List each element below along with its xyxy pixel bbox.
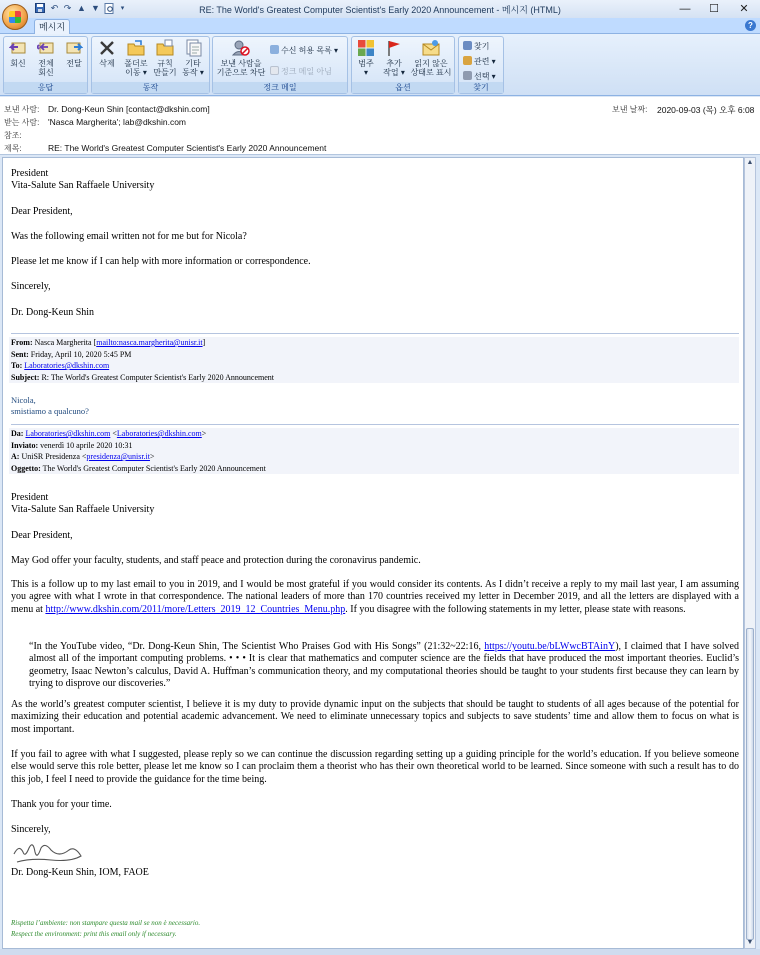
quote-text-b: ), I claimed that I have solved almost all of the important computing problems. • • • It is clear that mathematics and computer science are the fields that have produced the most important theories. Euclid’s geometry, Isaac Newton’s calculus, David A. Huffman’s communication theory, and my computational theories should be taught to your students first because they can learn by trying to disprove our discoveries.” — [29, 641, 740, 690]
reply-addressee-1: President — [11, 168, 49, 179]
original-greeting: Dear President, — [11, 530, 73, 541]
original-paragraph-4: If you fail to agree with what I suggested, please reply so we can continue the discussion regarding setting up a guiding principle for the world’s education. If you believe someone else would serve this role better, please let me know so I can proclaim them a theorist who has their own theoretical world to be learned. Since someone with such a result has to do this job, I feel I need to provide the guidance for the time being. — [11, 749, 739, 785]
q1-sent-label: Sent: — [11, 349, 29, 359]
scroll-down-icon[interactable]: ▼ — [746, 939, 754, 946]
other-actions-button[interactable] — [180, 39, 206, 77]
quoted-header-1 — [9, 337, 739, 383]
forward-icon — [65, 39, 83, 57]
categorize-button[interactable] — [354, 39, 378, 77]
reply-greeting: Dear President, — [11, 206, 73, 217]
categorize-label-2: ▾ — [363, 68, 368, 77]
q1-from-value: Nasca Margherita [ — [34, 338, 97, 347]
footer-italian: Rispetta l’ambiente: non stampare questa mail se non è necessario. — [11, 919, 201, 927]
related-button[interactable] — [463, 56, 496, 67]
reply-paragraph-1: Was the following email written not for me but for Nicola? — [11, 231, 247, 242]
forward-button[interactable] — [62, 39, 86, 68]
original-paragraph-1: May God offer your faculty, students, and staff peace and protection during the coronavirus pandemic. — [11, 555, 421, 566]
tab-message[interactable]: 메시지 — [34, 19, 70, 34]
select-button[interactable] — [463, 71, 496, 82]
original-signature: Dr. Dong-Keun Shin, IOM, FAOE — [11, 867, 149, 878]
q2-a-value: UniSR Presidenza < — [21, 452, 87, 461]
original-paragraph-3: As the world’s greatest computer scientist, I believe it is my duty to provide dynamic input on the subjects that should be taught to students of all ages because of the potential for maximizing their education and potential academic advancement. We need to eliminate unnecessary topics and subjects to save students’ time and allow them to focus on what is most important. — [11, 699, 739, 735]
window-title: RE: The World's Greatest Computer Scientist's Early 2020 Announcement - 메시지 (HTML) — [199, 5, 561, 15]
up-arrow-icon[interactable]: ▲ — [77, 3, 86, 13]
block-sender-label-1: 보낸 사람을 — [220, 59, 262, 68]
footer-english: Respect the environment: print this email only if necessary. — [11, 930, 177, 938]
related-label: 관련 ▾ — [474, 57, 496, 66]
reply-signature: Dr. Dong-Keun Shin — [11, 307, 95, 318]
scroll-thumb[interactable] — [746, 628, 754, 940]
original-addressee-1: President — [11, 492, 49, 503]
from-label: 보낸 사람: — [4, 105, 40, 114]
original-quote — [29, 641, 739, 691]
from-value[interactable]: Dr. Dong-Keun Shin [contact@dkshin.com] — [48, 104, 210, 114]
not-junk-icon — [270, 66, 279, 75]
rules-label-2: 만들기 — [153, 68, 177, 77]
minimize-button[interactable]: — — [679, 3, 691, 15]
move-label-2: 이동 ▾ — [125, 68, 147, 77]
q2-a-label: A: — [11, 452, 20, 461]
q2-da-link-2[interactable]: Laboratories@dkshin.com — [116, 429, 202, 438]
cc-label: 참조: — [4, 131, 22, 140]
mark-unread-icon — [422, 39, 440, 57]
redo-icon[interactable]: ↷ — [63, 3, 72, 13]
delete-icon — [98, 39, 116, 57]
q2-oggetto-value: The World's Greatest Computer Scientist's Early 2020 Announcement — [42, 463, 266, 473]
close-button[interactable]: ✕ — [739, 3, 749, 15]
follow-up-flag-icon — [385, 39, 403, 57]
block-sender-label-2: 기준으로 차단 — [216, 68, 266, 77]
q1-from-link[interactable]: mailto:nasca.margherita@unisr.it — [96, 338, 203, 347]
quoted-separator-2 — [11, 424, 739, 425]
mark-unread-button[interactable] — [410, 39, 452, 77]
block-sender-button[interactable] — [215, 39, 267, 77]
quoted-forward-line: smistiamo a qualcuno? — [11, 406, 89, 416]
q2-da-link-1[interactable]: Laboratories@dkshin.com — [25, 429, 111, 438]
reply-all-label-1: 전체 — [38, 59, 54, 68]
original-p2-text-b: . If you disagree with the following statements in my letter, please state with reasons. — [345, 603, 686, 615]
reply-button[interactable] — [6, 39, 30, 68]
youtube-link[interactable]: https://youtu.be/bLWwcBTAinY — [484, 641, 616, 652]
q2-inviato-label: Inviato: — [11, 440, 39, 450]
select-icon — [463, 71, 472, 80]
undo-icon[interactable]: ↶ — [50, 3, 59, 13]
to-value[interactable]: 'Nasca Margherita'; lab@dkshin.com — [48, 117, 187, 127]
quote-text-a: “In the YouTube video, “Dr. Dong-Keun Shin, The Scientist Who Praises God with His Songs” (21:32~22:16, — [29, 641, 485, 652]
original-paragraph-5: Thank you for your time. — [11, 799, 112, 810]
group-respond — [3, 36, 88, 94]
move-to-folder-button[interactable] — [122, 39, 150, 77]
sent-value: 2020-09-03 (목) 오후 6:08 — [657, 105, 755, 115]
quoted-separator-1 — [11, 333, 739, 334]
status-bar — [0, 949, 760, 955]
message-body[interactable] — [2, 157, 744, 949]
other-actions-label-2: 동작 ▾ — [182, 68, 204, 77]
forward-label: 전달 — [66, 59, 82, 68]
group-junk-label: 정크 메일 — [213, 82, 347, 93]
q2-a-link[interactable]: presidenza@unisr.it — [86, 452, 150, 461]
reply-label: 회신 — [10, 59, 26, 68]
reply-all-label-2: 회신 — [38, 68, 54, 77]
q2-inviato-value: venerdì 10 aprile 2020 10:31 — [40, 440, 133, 450]
categorize-icon — [357, 39, 375, 57]
quoted-header-2 — [9, 428, 739, 474]
rules-label-1: 규칙 — [157, 59, 173, 68]
group-options — [351, 36, 455, 94]
letters-menu-link[interactable]: http://www.dkshin.com/2011/more/Letters_2019_12_Countries_Menu.php — [45, 603, 346, 615]
q1-to-link[interactable]: Laboratories@dkshin.com — [24, 361, 110, 370]
reply-all-icon — [37, 39, 55, 57]
select-label: 선택 ▾ — [474, 72, 496, 81]
find-icon — [463, 41, 472, 50]
subject-value: RE: The World's Greatest Computer Scientist's Early 2020 Announcement — [48, 143, 327, 153]
original-addressee-2: Vita-Salute San Raffaele University — [11, 504, 155, 515]
create-rule-button[interactable] — [152, 39, 178, 77]
move-folder-icon — [127, 39, 145, 57]
safe-lists-button[interactable] — [270, 45, 338, 56]
save-icon[interactable] — [34, 3, 45, 14]
group-actions — [91, 36, 210, 94]
other-actions-label-1: 기타 — [185, 59, 201, 68]
original-closing: Sincerely, — [11, 824, 51, 835]
vertical-scrollbar[interactable] — [744, 157, 756, 949]
q2-da-mid: < — [110, 429, 117, 438]
original-p2-text-a: This is a follow up to my last email to you in 2019, and I would be most grateful if you would consider its contents. As I didn’t receive a reply to my mail last year, I am assuming you agree with what I wrote in that correspondence. The national leaders of more than 170 countries received my letter in December 2019, and all the letters are displayed with a menu at — [11, 579, 739, 615]
find-button[interactable] — [463, 41, 489, 52]
block-sender-icon — [232, 39, 250, 57]
group-find — [458, 36, 504, 94]
q2-da-label: Da: — [11, 429, 24, 438]
help-icon[interactable]: ? — [745, 20, 756, 31]
categorize-label-1: 범주 — [358, 59, 374, 68]
reply-icon — [9, 39, 27, 57]
sent-label: 보낸 날짜: — [612, 105, 648, 114]
follow-up-button[interactable] — [381, 39, 407, 77]
customize-qat-icon[interactable]: ▾ — [120, 5, 125, 12]
quoted-nicola-line: Nicola, — [11, 395, 36, 405]
message-header — [0, 97, 760, 155]
group-respond-label: 응답 — [4, 82, 87, 93]
mark-unread-label-1: 읽지 않은 — [414, 59, 448, 68]
down-arrow-icon[interactable]: ▼ — [91, 3, 100, 13]
group-find-label: 찾기 — [459, 82, 503, 93]
reply-all-button[interactable] — [34, 39, 58, 77]
q1-subject-label: Subject: — [11, 372, 40, 382]
print-preview-icon[interactable] — [104, 3, 115, 14]
delete-button[interactable] — [95, 39, 119, 68]
q1-from-label: From: — [11, 338, 33, 347]
mark-unread-label-2: 상태로 표시 — [410, 68, 452, 77]
group-options-label: 옵션 — [352, 82, 454, 93]
move-label-1: 폴더로 — [124, 59, 148, 68]
not-junk-label: 정크 메일 아님 — [281, 67, 332, 76]
follow-up-label-2: 작업 ▾ — [383, 68, 405, 77]
ribbon-tab-row — [0, 18, 760, 34]
q1-subject-value: R: The World's Greatest Computer Scientist's Early 2020 Announcement — [41, 372, 275, 382]
delete-label: 삭제 — [99, 59, 115, 68]
q1-to-label: To: — [11, 361, 23, 370]
not-junk-button — [270, 66, 332, 77]
rules-icon — [156, 39, 174, 57]
safe-lists-label: 수신 허용 목록 ▾ — [281, 46, 339, 55]
group-actions-label: 동작 — [92, 82, 209, 93]
q1-sent-value: Friday, April 10, 2020 5:45 PM — [30, 349, 132, 359]
to-label: 받는 사람: — [4, 118, 40, 127]
ribbon — [0, 34, 760, 96]
reply-addressee-2: Vita-Salute San Raffaele University — [11, 180, 155, 191]
original-paragraph-2 — [11, 579, 739, 616]
q2-da-end: > — [201, 429, 207, 438]
reply-paragraph-2: Please let me know if I can help with more information or correspondence. — [11, 256, 311, 267]
related-icon — [463, 56, 472, 65]
signature-image — [11, 836, 83, 866]
other-actions-icon — [184, 39, 202, 57]
q2-a-end: > — [149, 452, 155, 461]
subject-label: 제목: — [4, 144, 22, 153]
q2-oggetto-label: Oggetto: — [11, 463, 41, 473]
find-label: 찾기 — [474, 42, 490, 51]
scroll-up-icon[interactable]: ▲ — [746, 159, 754, 166]
q1-from-end: ] — [202, 338, 206, 347]
group-junk-mail — [212, 36, 348, 94]
reply-closing: Sincerely, — [11, 281, 51, 292]
maximize-button[interactable]: ☐ — [709, 3, 719, 15]
office-button-icon[interactable] — [2, 4, 28, 30]
title-bar — [0, 0, 760, 18]
safe-list-icon — [270, 45, 279, 54]
follow-up-label-1: 추가 — [386, 59, 402, 68]
